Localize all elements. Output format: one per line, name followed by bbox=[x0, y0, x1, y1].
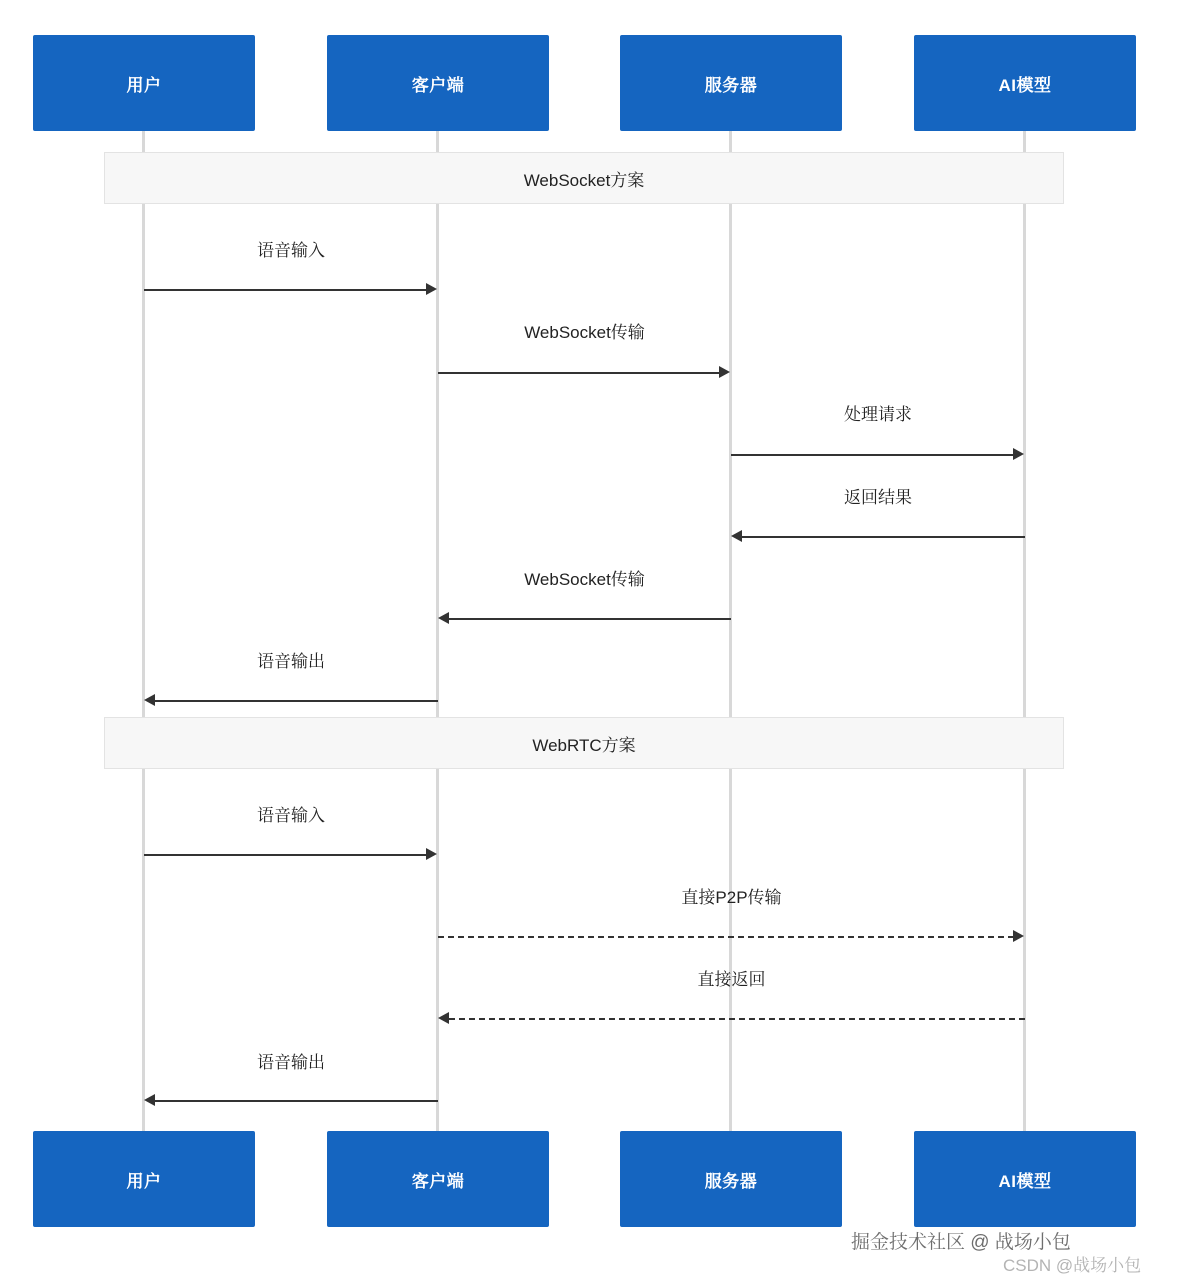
message-label-voice-output-2: 语音输出 bbox=[257, 1053, 325, 1072]
message-line-process-request bbox=[731, 454, 1014, 456]
message-line-return-result bbox=[742, 536, 1025, 538]
participant-label: 服务器 bbox=[704, 75, 758, 95]
message-label-voice-output-1: 语音输出 bbox=[257, 652, 325, 671]
fragment-header-websocket bbox=[104, 152, 1064, 204]
watermark-juejin: 掘金技术社区 @ 战场小包 bbox=[851, 1232, 1071, 1253]
message-label-p2p-transfer: 直接P2P传输 bbox=[681, 888, 782, 907]
message-arrow-return-result bbox=[731, 530, 742, 542]
participant-ai-bottom bbox=[914, 1131, 1136, 1227]
participant-label: 用户 bbox=[126, 75, 162, 95]
message-arrow-process-request bbox=[1013, 448, 1024, 460]
participant-user-bottom bbox=[33, 1131, 255, 1227]
participant-label: 客户端 bbox=[411, 75, 465, 95]
message-arrow-voice-output-1 bbox=[144, 694, 155, 706]
message-line-voice-output-1 bbox=[155, 700, 438, 702]
message-line-p2p-transfer bbox=[438, 936, 1014, 938]
participant-client-top bbox=[327, 35, 549, 131]
message-arrow-voice-input-1 bbox=[426, 283, 437, 295]
message-line-direct-return bbox=[449, 1018, 1025, 1020]
fragment-header-webrtc bbox=[104, 717, 1064, 769]
message-label-voice-input-2: 语音输入 bbox=[257, 806, 325, 825]
participant-label: 客户端 bbox=[411, 1171, 465, 1191]
message-label-websocket-transfer-2: WebSocket传输 bbox=[524, 570, 645, 589]
message-arrow-websocket-transfer-2 bbox=[438, 612, 449, 624]
message-label-return-result: 返回结果 bbox=[844, 488, 912, 507]
participant-label: AI模型 bbox=[998, 75, 1052, 95]
lifeline-user bbox=[142, 131, 145, 1131]
participant-label: 用户 bbox=[126, 1171, 162, 1191]
message-arrow-websocket-transfer-1 bbox=[719, 366, 730, 378]
message-label-websocket-transfer-1: WebSocket传输 bbox=[524, 323, 645, 342]
message-label-direct-return: 直接返回 bbox=[697, 970, 766, 989]
watermark-csdn: CSDN @战场小包 bbox=[1003, 1256, 1142, 1275]
participant-user-top bbox=[33, 35, 255, 131]
participant-server-bottom bbox=[620, 1131, 842, 1227]
message-line-voice-input-1 bbox=[144, 289, 427, 291]
message-label-voice-input-1: 语音输入 bbox=[257, 241, 325, 260]
message-line-voice-output-2 bbox=[155, 1100, 438, 1102]
message-arrow-direct-return bbox=[438, 1012, 449, 1024]
fragment-label: WebRTC方案 bbox=[532, 735, 636, 755]
message-line-voice-input-2 bbox=[144, 854, 427, 856]
message-arrow-p2p-transfer bbox=[1013, 930, 1024, 942]
participant-label: AI模型 bbox=[998, 1171, 1052, 1191]
message-arrow-voice-output-2 bbox=[144, 1094, 155, 1106]
participant-client-bottom bbox=[327, 1131, 549, 1227]
message-line-websocket-transfer-1 bbox=[438, 372, 720, 374]
message-label-process-request: 处理请求 bbox=[844, 405, 912, 424]
message-arrow-voice-input-2 bbox=[426, 848, 437, 860]
message-line-websocket-transfer-2 bbox=[449, 618, 731, 620]
participant-server-top bbox=[620, 35, 842, 131]
participant-label: 服务器 bbox=[704, 1171, 758, 1191]
participant-ai-top bbox=[914, 35, 1136, 131]
fragment-label: WebSocket方案 bbox=[523, 170, 645, 190]
